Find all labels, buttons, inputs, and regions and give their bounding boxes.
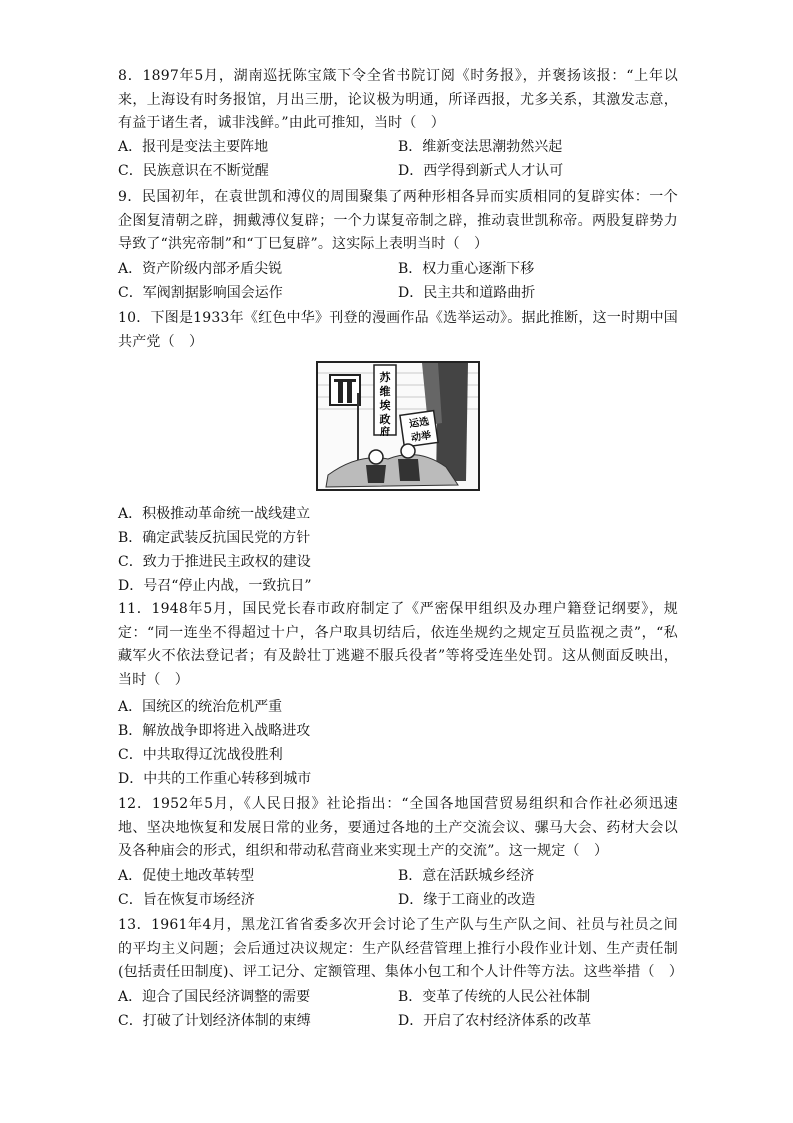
option-b[interactable]: B．权力重心逐渐下移 bbox=[398, 261, 535, 277]
option-b[interactable]: B．维新变法思潮勃然兴起 bbox=[398, 139, 563, 155]
banner-char-4: 政 bbox=[379, 413, 391, 426]
question-11-stem: 11．1948年5月，国民党长春市政府制定了《严密保甲组织及办理户籍登记纲要》，规定：“同一连坐不得超过十户，各户取具切结后，依连坐规约之规定互员监视之责”，“私藏军火不依法登记者；有及龄壮丁逃避不服兵役者”等将受连坐处罚。这从侧面反映出，当时（ ） bbox=[118, 601, 678, 688]
option-d[interactable]: D．中共的工作重心转移到城市 bbox=[118, 771, 312, 787]
sign-line-2: 动举 bbox=[410, 430, 432, 444]
question-9-options bbox=[118, 258, 678, 305]
option-d[interactable]: D．民主共和道路曲折 bbox=[398, 284, 536, 301]
question-8 bbox=[118, 65, 678, 136]
option-b[interactable]: B．确定武装反抗国民党的方针 bbox=[118, 530, 311, 546]
question-13 bbox=[118, 914, 684, 985]
question-12-options bbox=[118, 865, 678, 912]
sign-line-1: 运选 bbox=[408, 416, 430, 431]
question-12 bbox=[118, 793, 678, 864]
option-c[interactable]: C．致力于推进民主政权的建设 bbox=[118, 554, 311, 570]
question-8-options bbox=[118, 136, 678, 183]
question-10 bbox=[118, 307, 678, 354]
question-11-options bbox=[118, 695, 678, 791]
banner-char-3: 埃 bbox=[379, 399, 391, 412]
question-10-options bbox=[118, 502, 678, 598]
option-b[interactable]: B．解放战争即将进入战略进攻 bbox=[118, 723, 311, 739]
cartoon-illustration bbox=[318, 363, 478, 489]
option-c[interactable]: C．民族意识在不断觉醒 bbox=[118, 162, 269, 179]
option-b[interactable]: B．意在活跃城乡经济 bbox=[398, 868, 535, 884]
option-a[interactable]: A．国统区的统治危机严重 bbox=[118, 699, 283, 715]
option-a[interactable]: A．积极推动革命统一战线建立 bbox=[118, 506, 311, 522]
question-9-stem: 9．民国初年，在袁世凯和溥仪的周围聚集了两种形相各异而实质相同的复辟实体：一个企图复清朝之辟，拥戴溥仪复辟；一个力谋复帝制之辟，推动袁世凯称帝。两股复辟势力导致了“洪宪帝制”和“丁巳复辟”。这实际上表明当时（ ） bbox=[118, 189, 678, 252]
option-c[interactable]: C．旨在恢复市场经济 bbox=[118, 891, 255, 908]
banner-char-1: 苏 bbox=[379, 371, 391, 384]
question-10-stem: 10．下图是1933年《红色中华》刊登的漫画作品《选举运动》。据此推断，这一时期中国共产党（ ） bbox=[118, 310, 678, 350]
option-c[interactable]: C．军阀割据影响国会运作 bbox=[118, 284, 283, 301]
option-c[interactable]: C．中共取得辽沈战役胜利 bbox=[118, 747, 283, 763]
question-13-stem: 13．1961年4月，黑龙江省省委多次开会讨论了生产队与生产队之间、社员与社员之间的平均主义问题；会后通过决议规定：生产队经营管理上推行小段作业计划、生产责任制(包括责任田制度)、评工记分、定额管理、集体小包工和个人计件等方法。这些举措（ ） bbox=[118, 917, 684, 980]
figure-head-1 bbox=[369, 450, 383, 464]
cartoon-election-campaign bbox=[316, 361, 480, 491]
option-d[interactable]: D．缘于工商业的改造 bbox=[398, 891, 536, 908]
question-8-stem: 8．1897年5月，湖南巡抚陈宝箴下令全省书院订阅《时务报》，并褒扬该报：“上年以来，上海设有时务报馆，月出三册，论议极为明通，所译西报，尤多关系，其激发志意，有益于诸生者，诚非浅鲜。”由此可推知，当时（ ） bbox=[118, 68, 678, 131]
banner-char-2: 维 bbox=[379, 385, 391, 398]
option-d[interactable]: D．开启了农村经济体系的改革 bbox=[398, 1012, 592, 1029]
option-a[interactable]: A．资产阶级内部矛盾尖锐 bbox=[118, 261, 283, 277]
question-9 bbox=[118, 186, 678, 257]
option-a[interactable]: A．迎合了国民经济调整的需要 bbox=[118, 989, 311, 1005]
option-c[interactable]: C．打破了计划经济体制的束缚 bbox=[118, 1012, 311, 1029]
question-11 bbox=[118, 598, 678, 692]
question-12-stem: 12．1952年5月，《人民日报》社论指出：“全国各地国营贸易组织和合作社必须迅速地、坚决地恢复和发展日常的业务，要通过各地的土产交流会议、骡马大会、药材大会以及各种庙会的形式，组织和带动私营商业来实现土产的交流”。这一规定（ ） bbox=[118, 796, 678, 859]
option-d[interactable]: D．西学得到新式人才认可 bbox=[398, 162, 564, 179]
option-a[interactable]: A．促使土地改革转型 bbox=[118, 868, 255, 884]
option-d[interactable]: D．号召“停止内战，一致抗日” bbox=[118, 578, 312, 594]
question-13-options bbox=[118, 986, 678, 1033]
option-a[interactable]: A．报刊是变法主要阵地 bbox=[118, 139, 269, 155]
banner-char-5: 府 bbox=[380, 427, 390, 438]
figure-head-2 bbox=[401, 444, 415, 458]
option-b[interactable]: B．变革了传统的人民公社体制 bbox=[398, 989, 591, 1005]
